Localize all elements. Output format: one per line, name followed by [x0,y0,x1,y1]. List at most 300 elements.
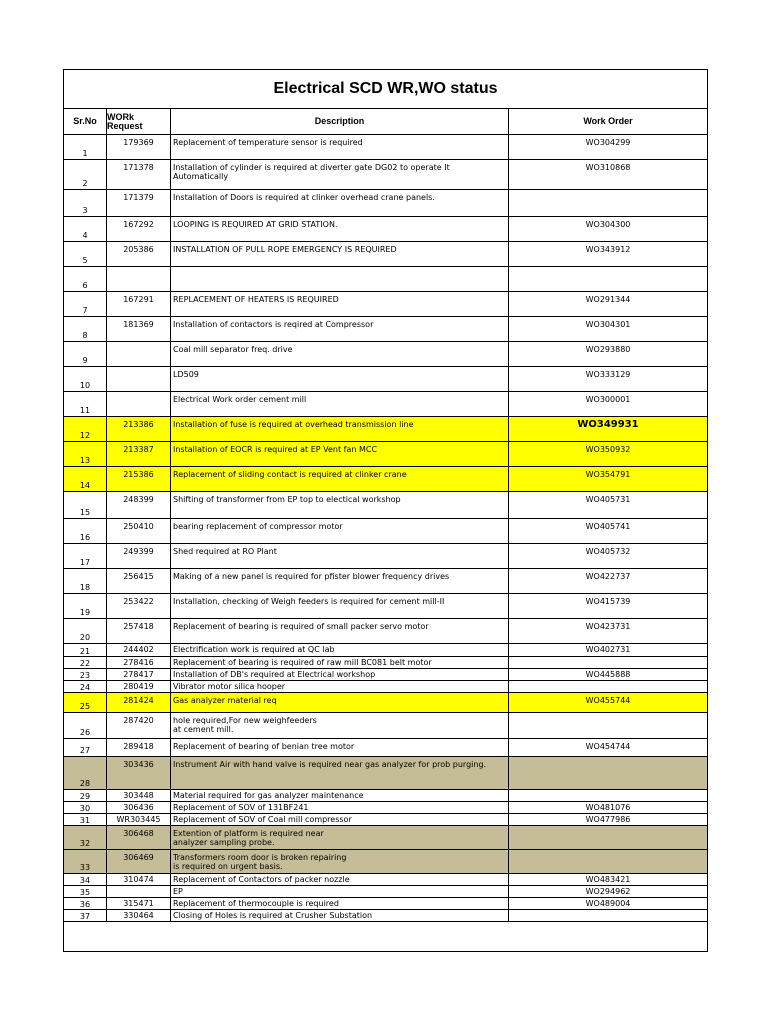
sr-no-cell [64,292,107,316]
work-request-text: 257418 [123,622,154,631]
work-request-text: 280419 [123,682,154,691]
work-request-text: 330464 [123,911,154,920]
work-order-cell [509,544,707,568]
sr-no-text: 14 [79,481,91,490]
table-row [64,467,707,492]
work-order-text: WO349931 [577,419,639,430]
work-order-cell [509,242,707,266]
work-order-cell [509,492,707,518]
work-order-text: WO405732 [585,547,631,556]
work-order-cell [509,874,707,885]
work-request-text: 205386 [123,245,154,254]
work-request-text: 278417 [123,670,154,679]
work-request-text: 306436 [123,803,154,812]
sr-no-cell [64,217,107,241]
description-text: LD509 [173,370,199,379]
header-work-order: Work Order [583,116,633,126]
sr-no-cell [64,317,107,341]
sr-no-cell [64,739,107,756]
sr-no-text: 35 [79,888,91,897]
description-cell [171,619,509,643]
work-order-cell [509,317,707,341]
work-request-cell [107,886,171,897]
sr-no-text: 25 [79,702,91,711]
sr-no-cell [64,713,107,738]
description-text: bearing replacement of compressor motor [173,522,343,531]
table-row [64,644,707,657]
work-order-cell [509,644,707,656]
sr-no-text: 2 [82,179,88,188]
work-order-cell [509,814,707,825]
work-request-cell [107,160,171,189]
work-request-cell [107,644,171,656]
description-text: Instrument Air with hand valve is required near gas analyzer for prob purging. [173,760,487,769]
sr-no-cell [64,757,107,789]
work-request-text: 289418 [123,742,154,751]
work-request-cell [107,242,171,266]
work-order-cell [509,850,707,873]
sr-no-text: 5 [82,256,88,265]
description-text: Replacement of SOV of 131BF241 [173,803,309,812]
work-request-cell [107,619,171,643]
work-order-cell [509,802,707,813]
work-order-text: WO293880 [585,345,631,354]
work-request-text: 256415 [123,572,154,581]
work-request-text: 287420 [123,716,154,725]
description-cell [171,826,509,849]
description-cell [171,342,509,366]
sr-no-cell [64,669,107,680]
work-order-text: WO454744 [585,742,631,751]
work-request-cell [107,739,171,756]
description-text: Installation of EOCR is required at EP Vent fan MCC [173,445,378,454]
work-order-cell [509,160,707,189]
table-row [64,569,707,594]
work-request-cell [107,693,171,712]
sr-no-cell [64,826,107,849]
work-order-text: WO304300 [585,220,631,229]
description-cell [171,367,509,391]
table-row [64,217,707,242]
work-request-cell [107,267,171,291]
work-order-cell [509,657,707,668]
sr-no-text: 13 [79,456,91,465]
work-order-cell [509,292,707,316]
header-sr-no: Sr.No [64,109,107,134]
table-row [64,519,707,544]
work-order-text: WO445888 [585,670,631,679]
description-text: Replacement of SOV of Coal mill compressor [173,815,352,824]
work-request-text: 306468 [123,829,154,838]
work-order-cell [509,392,707,416]
sr-no-cell [64,594,107,618]
work-order-cell [509,267,707,291]
work-request-text: 167292 [123,220,154,229]
work-request-text: 310474 [123,875,154,884]
description-cell [171,739,509,756]
description-cell [171,713,509,738]
sr-no-cell [64,492,107,518]
table-row [64,342,707,367]
work-request-cell [107,814,171,825]
work-order-text: WO489004 [585,899,631,908]
work-request-cell [107,492,171,518]
sr-no-cell [64,342,107,366]
description-text: Coal mill separator freq. drive [173,345,293,354]
status-sheet [63,69,708,952]
work-request-text: 171379 [123,193,154,202]
work-order-cell [509,342,707,366]
description-text: Electrification work is required at QC lab [173,645,335,654]
description-text: Installation, checking of Weigh feeders is required for cement mill-II [173,597,445,606]
description-cell [171,681,509,692]
sr-no-text: 21 [79,647,91,656]
work-request-cell [107,594,171,618]
sr-no-cell [64,850,107,873]
sr-no-cell [64,467,107,491]
work-request-cell [107,519,171,543]
work-order-text: WO415739 [585,597,631,606]
work-request-text: 215386 [123,470,154,479]
table-row [64,790,707,802]
work-request-text: 303448 [123,791,154,800]
sr-no-text: 19 [79,608,91,617]
sr-no-cell [64,693,107,712]
sr-no-text: 23 [79,671,91,680]
work-request-cell [107,569,171,593]
work-request-cell [107,669,171,680]
table-row [64,814,707,826]
sr-no-cell [64,886,107,897]
work-request-cell [107,850,171,873]
work-request-text: 181369 [123,320,154,329]
work-order-text: WO354791 [585,470,631,479]
sheet-title: Electrical SCD WR,WO status [64,70,707,109]
work-request-cell [107,757,171,789]
description-cell [171,850,509,873]
description-text: Replacement of sliding contact is required at clinker crane [173,470,407,479]
description-text: Electrical Work order cement mill [173,395,307,404]
table-row [64,417,707,442]
sr-no-cell [64,874,107,885]
work-order-text: WO300001 [585,395,631,404]
description-cell [171,292,509,316]
work-request-text: 213386 [123,420,154,429]
work-order-cell [509,898,707,909]
description-cell [171,317,509,341]
sr-no-cell [64,644,107,656]
table-row [64,910,707,922]
work-order-text: WO304299 [585,138,631,147]
description-text: Gas analyzer material req [173,696,277,705]
work-request-cell [107,392,171,416]
work-request-text: 306469 [123,853,154,862]
work-order-text: WO455744 [585,696,631,705]
description-text: Shifting of transformer from EP top to electical workshop [173,495,401,504]
description-cell [171,544,509,568]
work-request-cell [107,442,171,466]
description-text: Replacement of bearing is required of small packer servo motor [173,622,429,631]
table-row [64,442,707,467]
work-request-cell [107,681,171,692]
sr-no-cell [64,619,107,643]
description-cell [171,242,509,266]
sr-no-text: 36 [79,900,91,909]
sr-no-text: 16 [79,533,91,542]
table-row [64,619,707,644]
sr-no-text: 17 [79,558,91,567]
work-order-cell [509,367,707,391]
description-cell [171,802,509,813]
description-cell [171,569,509,593]
work-order-text: WO423731 [585,622,631,631]
table-row [64,492,707,519]
sr-no-cell [64,814,107,825]
work-order-text: WO405731 [585,495,631,504]
table-row [64,898,707,910]
sr-no-cell [64,442,107,466]
sr-no-text: 22 [79,659,91,668]
sr-no-text: 31 [79,816,91,825]
description-text: Closing of Holes is required at Crusher Substation [173,911,373,920]
work-request-cell [107,802,171,813]
sr-no-cell [64,910,107,921]
description-text: Installation of DB's required at Electrical workshop [173,670,376,679]
table-row [64,713,707,739]
work-order-cell [509,217,707,241]
table-row [64,292,707,317]
sr-no-cell [64,367,107,391]
work-request-text: 303436 [123,760,154,769]
table-row [64,850,707,874]
work-request-text: 248399 [123,495,154,504]
work-order-text: WO350932 [585,445,631,454]
work-request-cell [107,217,171,241]
work-order-cell [509,826,707,849]
sr-no-cell [64,657,107,668]
work-request-cell [107,657,171,668]
description-text: Installation of contactors is reqired at Compressor [173,320,374,329]
sr-no-text: 34 [79,876,91,885]
work-order-cell [509,519,707,543]
description-cell [171,135,509,159]
sr-no-cell [64,544,107,568]
work-request-text: 171378 [123,163,154,172]
sr-no-text: 26 [79,728,91,737]
description-cell [171,874,509,885]
sr-no-text: 30 [79,804,91,813]
description-cell [171,594,509,618]
sr-no-cell [64,242,107,266]
work-request-cell [107,874,171,885]
sr-no-cell [64,135,107,159]
description-cell [171,442,509,466]
sr-no-text: 3 [82,206,88,215]
work-order-text: WO333129 [585,370,631,379]
sr-no-cell [64,519,107,543]
work-order-cell [509,790,707,801]
work-request-cell [107,544,171,568]
description-cell [171,898,509,909]
table-row [64,826,707,850]
work-request-cell [107,713,171,738]
work-order-cell [509,569,707,593]
description-cell [171,910,509,921]
description-text: Material required for gas analyzer maintenance [173,791,364,800]
table-row [64,739,707,757]
sr-no-text: 7 [82,306,88,315]
sr-no-cell [64,898,107,909]
table-row [64,657,707,669]
work-order-cell [509,442,707,466]
description-text: Replacement of bearing of benian tree motor [173,742,355,751]
description-text: Installation of Doors is required at clinker overhead crane panels. [173,193,435,202]
work-order-cell [509,693,707,712]
table-row [64,802,707,814]
work-request-cell [107,826,171,849]
table-row [64,392,707,417]
description-cell [171,790,509,801]
table-row [64,886,707,898]
description-cell [171,267,509,291]
work-order-cell [509,135,707,159]
description-text: Making of a new panel is required for pfister blower frequency drives [173,572,450,581]
description-cell [171,644,509,656]
table-row [64,367,707,392]
work-request-text: 315471 [123,899,154,908]
work-request-text: 167291 [123,295,154,304]
work-request-cell [107,135,171,159]
work-request-cell [107,190,171,216]
work-request-cell [107,342,171,366]
description-text: Replacement of temperature sensor is required [173,138,363,147]
table-row [64,681,707,693]
description-cell [171,392,509,416]
work-order-cell [509,910,707,921]
sr-no-text: 18 [79,583,91,592]
sr-no-text: 11 [79,406,91,415]
work-request-text: 253422 [123,597,154,606]
table-row [64,317,707,342]
description-cell [171,757,509,789]
work-request-text: 281424 [123,696,154,705]
table-header-row [64,109,707,135]
description-cell [171,669,509,680]
sr-no-text: 6 [82,281,88,290]
work-request-text: 250410 [123,522,154,531]
work-request-cell [107,317,171,341]
header-description: Description [171,109,509,134]
work-order-text: WO310868 [585,163,631,172]
table-row [64,874,707,886]
description-text: Transformers room door is broken repairing is required on urgent basis. [173,853,347,871]
work-order-text: WO477986 [585,815,631,824]
sr-no-text: 15 [79,508,91,517]
sr-no-cell [64,802,107,813]
work-order-cell [509,681,707,692]
work-order-text: WO422737 [585,572,631,581]
sr-no-text: 1 [82,149,88,158]
sr-no-text: 20 [79,633,91,642]
table-row [64,693,707,713]
description-cell [171,693,509,712]
work-order-cell [509,757,707,789]
sr-no-cell [64,569,107,593]
table-row [64,242,707,267]
work-request-text: 244402 [123,645,154,654]
work-order-cell [509,619,707,643]
work-order-cell [509,417,707,441]
work-request-text: 249399 [123,547,154,556]
work-request-text: 278416 [123,658,154,667]
sr-no-text: 33 [79,863,91,872]
work-order-text: WO402731 [585,645,631,654]
description-text: Vibrator motor silica hooper [173,682,286,691]
description-text: REPLACEMENT OF HEATERS IS REQUIRED [173,295,339,304]
description-text: Replacement of thermocouple is required [173,899,339,908]
description-cell [171,190,509,216]
work-order-cell [509,190,707,216]
table-row [64,190,707,217]
description-text: Shed required at RO Plant [173,547,277,556]
work-order-text: WO343912 [585,245,631,254]
description-text: Extention of platform is required near analyzer sampling probe. [173,829,324,847]
work-order-cell [509,669,707,680]
table-row [64,135,707,160]
description-cell [171,886,509,897]
description-text: INSTALLATION OF PULL ROPE EMERGENCY IS REQUIRED [173,245,397,254]
sr-no-text: 37 [79,912,91,921]
sr-no-cell [64,790,107,801]
sr-no-text: 29 [79,792,91,801]
work-order-cell [509,713,707,738]
sr-no-cell [64,160,107,189]
work-request-cell [107,292,171,316]
sr-no-text: 8 [82,331,88,340]
work-request-cell [107,790,171,801]
table-row [64,669,707,681]
description-text: Installation of cylinder is required at diverter gate DG02 to operate It Automatically [173,163,450,181]
sr-no-text: 32 [79,839,91,848]
description-text: hole required,For new weighfeeders at cement mill. [173,716,317,734]
description-text: Installation of fuse is required at overhead transmission line [173,420,414,429]
sr-no-cell [64,681,107,692]
table-row [64,594,707,619]
sr-no-cell [64,417,107,441]
work-request-cell [107,898,171,909]
sr-no-cell [64,190,107,216]
table-row [64,160,707,190]
work-request-cell [107,417,171,441]
work-request-cell [107,367,171,391]
description-cell [171,467,509,491]
description-cell [171,417,509,441]
description-text: EP [173,887,183,896]
sr-no-cell [64,267,107,291]
work-order-text: WO304301 [585,320,631,329]
description-text: Replacement of Contactors of packer nozzle [173,875,350,884]
description-cell [171,492,509,518]
sr-no-text: 27 [79,746,91,755]
work-request-text: 213387 [123,445,154,454]
work-request-text: WR303445 [116,815,161,824]
table-row [64,757,707,790]
sr-no-cell [64,392,107,416]
work-order-text: WO483421 [585,875,631,884]
sr-no-text: 12 [79,431,91,440]
work-order-cell [509,467,707,491]
table-row [64,544,707,569]
